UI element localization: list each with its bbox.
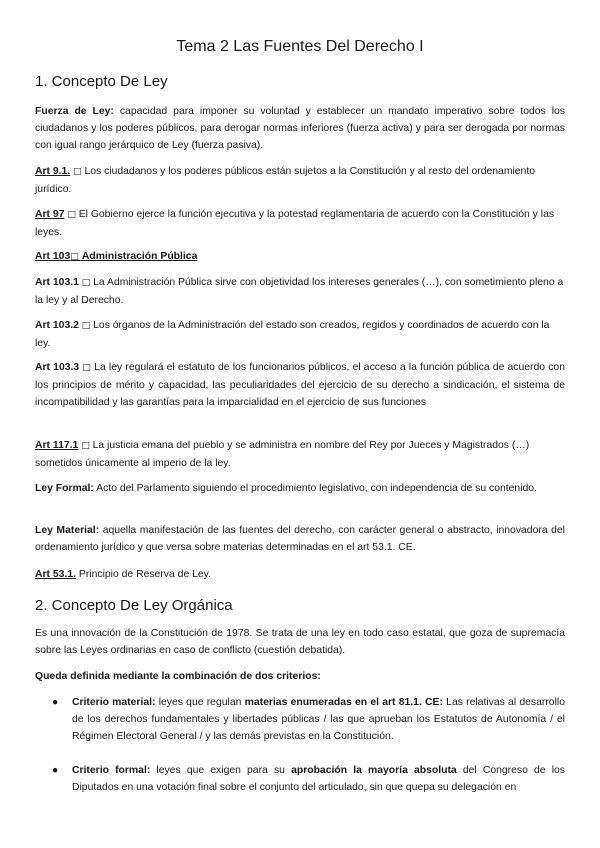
term-fuerza-de-ley: Fuerza de Ley:	[35, 106, 114, 117]
paragraph-art-103-3	[35, 359, 565, 411]
bullet-icon: ●	[52, 765, 59, 776]
paragraph-art-117-1	[35, 437, 565, 472]
article-text: Principio de Reserva de Ley.	[76, 569, 211, 580]
article-text: El Gobierno ejerce la función ejecutiva y la potestad reglamentaria de acuerdo con la Constitución y las leyes.	[35, 209, 555, 238]
section-heading-ley-organica: 2. Concepto De Ley Orgánica	[35, 597, 233, 614]
paragraph-art-103-2	[35, 317, 565, 352]
article-ref: Art 103.2	[35, 320, 79, 331]
term-ley-formal: Ley Formal:	[35, 483, 94, 494]
article-ref: Art 9.1.	[35, 166, 71, 177]
heading-art-103	[35, 248, 565, 266]
criterio-text: leyes que regulan	[155, 697, 245, 708]
paragraph-fuerza-de-ley	[35, 103, 565, 154]
article-text: Los ciudadanos y los poderes públicos están sujetos a la Constitución y al resto del ordenamiento jurídico.	[35, 166, 536, 195]
article-ref: Art 103.1	[35, 277, 79, 288]
article-text: La Administración Pública sirve con objetividad los intereses generales (…), con sometimiento pleno a la ley y al Derecho.	[35, 277, 564, 306]
definition-text: aquella manifestación de las fuentes del derecho, con carácter general o abstracto, innovadora del ordenamiento jurídico y que versa sobre materias determinadas en el art 53.1. CE.	[35, 525, 565, 553]
article-title: Administración Pública	[81, 251, 198, 262]
missing-glyph-box: □	[79, 363, 95, 373]
list-item-criterio-material	[72, 694, 565, 745]
article-ref: Art 117.1	[35, 440, 79, 451]
criterios-heading: Queda definida mediante la combinación de dos criterios:	[35, 671, 321, 682]
paragraph-art-97	[35, 206, 565, 241]
article-ref: Art 103.3	[35, 362, 80, 373]
missing-glyph-box: □	[64, 210, 79, 220]
article-text: La justicia emana del pueblo y se administra en nombre del Rey por Jueces y Magistrados (…) sometidos únicamente al imperio de la ley.	[35, 440, 530, 469]
criterio-emphasis: materias enumeradas en el art 81.1. CE:	[244, 697, 443, 708]
definition-text: Acto del Parlamento siguiendo el procedimiento legislativo, con independencia de su contenido.	[93, 483, 537, 494]
paragraph-art-9-1	[35, 163, 565, 198]
page-title: Tema 2 Las Fuentes Del Derecho I	[176, 38, 424, 55]
term-ley-material: Ley Material:	[35, 525, 100, 536]
criterio-text: leyes que exigen para su	[150, 765, 292, 776]
paragraph-art-103-1	[35, 274, 565, 309]
criterio-term: Criterio material:	[72, 697, 156, 708]
paragraph-ley-formal	[35, 480, 565, 497]
criterio-text: Las relativas al desarrollo de los derechos fundamentales y libertades públicas / las que aprueban los Estatutos de Autonomía / el Régimen Electoral General / y las demás previstas en la Constitución.	[72, 697, 565, 742]
article-text: Los órganos de la Administración del estado son creados, regidos y coordinados de acuerdo con la ley.	[35, 320, 550, 349]
paragraph-ley-material	[35, 522, 565, 556]
definition-text: capacidad para imponer su voluntad y establecer un mandato imperativo sobre todos los ciudadanos y los poderes públicos, para derogar normas inferiores (fuerza activa) y para ser derogada por normas con igual rango jerárquico de Ley (fuerza pasiva).	[35, 106, 565, 151]
section-heading-concepto-de-ley: 1. Concepto De Ley	[35, 73, 168, 90]
criterio-text: del Congreso de los Diputados en una votación final sobre el conjunto del articulado, sin que quepa su delegación en	[72, 765, 565, 793]
missing-glyph-box: □	[70, 167, 85, 177]
paragraph-art-53-1	[35, 566, 565, 583]
criterio-emphasis: aprobación la mayoría absoluta	[291, 765, 457, 776]
bullet-icon: ●	[52, 697, 59, 708]
missing-glyph-box: □	[78, 321, 94, 331]
list-item-criterio-formal	[72, 762, 565, 796]
missing-glyph-box: □	[78, 441, 93, 451]
paragraph-intro-ley-organica: Es una innovación de la Constitución de 1978. Se trata de una ley en todo caso estatal, que goza de supremacía sobre las Leyes ordinarias en caso de conflicto (cuestión debatida).	[35, 628, 565, 656]
article-ref: Art 97	[35, 209, 65, 220]
article-ref: Art 53.1.	[35, 569, 77, 580]
missing-glyph-box: □	[70, 252, 82, 262]
missing-glyph-box: □	[78, 278, 94, 288]
criterio-term: Criterio formal:	[72, 765, 151, 776]
article-ref: Art 103	[35, 251, 71, 262]
article-text: La ley regulará el estatuto de los funcionarios públicos, el acceso a la función pública de acuerdo con los principios de mérito y capacidad, las peculiaridades del ejercicio de su derecho a sindicación, el sistema de incompatibilidad y las garantías para la imparcialidad en el ejercicio de sus funciones	[35, 362, 565, 408]
